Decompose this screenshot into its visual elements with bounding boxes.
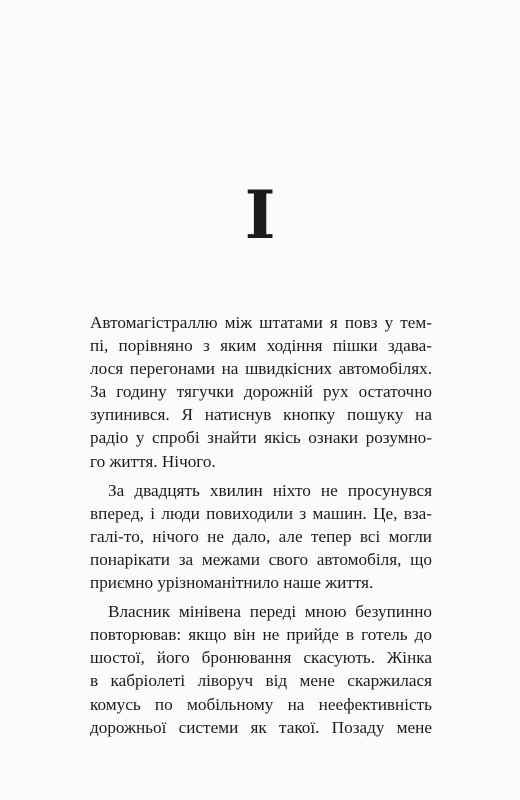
- text-line: вперед, і люди повиходили з машин. Це, вза-: [90, 503, 432, 523]
- text-line: радіо у спробі знайти якісь ознаки розумно-: [90, 428, 432, 448]
- text-line: повторював: якщо він не прийде в готель до: [90, 625, 432, 645]
- text-line: лося перегонами на швидкісних автомобілях.: [90, 359, 432, 379]
- chapter-number: I: [244, 176, 276, 254]
- text-line: галі-то, нічого не дало, але тепер всі могли: [90, 526, 432, 546]
- text-line: Автомагістраллю між штатами я повз у тем-: [90, 313, 432, 332]
- text-line: шостої, його бронювання скасують. Жінка: [90, 648, 432, 668]
- paragraph-3: [90, 600, 432, 739]
- text-line: зупинився. Я натиснув кнопку пошуку на: [90, 405, 432, 425]
- text-line: понарікати за межами свого автомобіля, що: [90, 549, 432, 569]
- paragraph-1: [90, 311, 432, 473]
- text-line: пі, порівняно з яким ходіння пішки здава-: [90, 336, 432, 356]
- text-line: дорожньої системи як такої. Позаду мене: [90, 717, 432, 737]
- text-line: в кабріолеті ліворуч від мене скаржилася: [90, 671, 432, 691]
- body-text: [90, 311, 432, 739]
- text-line: комусь по мобільному на неефективність: [90, 694, 432, 714]
- text-line: го життя. Нічого.: [90, 451, 216, 471]
- text-line: За двадцять хвилин ніхто не просунувся: [108, 480, 432, 500]
- text-line: Власник мінівена переді мною безупинно: [108, 602, 432, 622]
- text-line: За годину тягучки дорожній рух остаточно: [90, 382, 432, 402]
- paragraph-2: [90, 479, 432, 594]
- text-line: приємно урізноманітнило наше життя.: [90, 573, 374, 593]
